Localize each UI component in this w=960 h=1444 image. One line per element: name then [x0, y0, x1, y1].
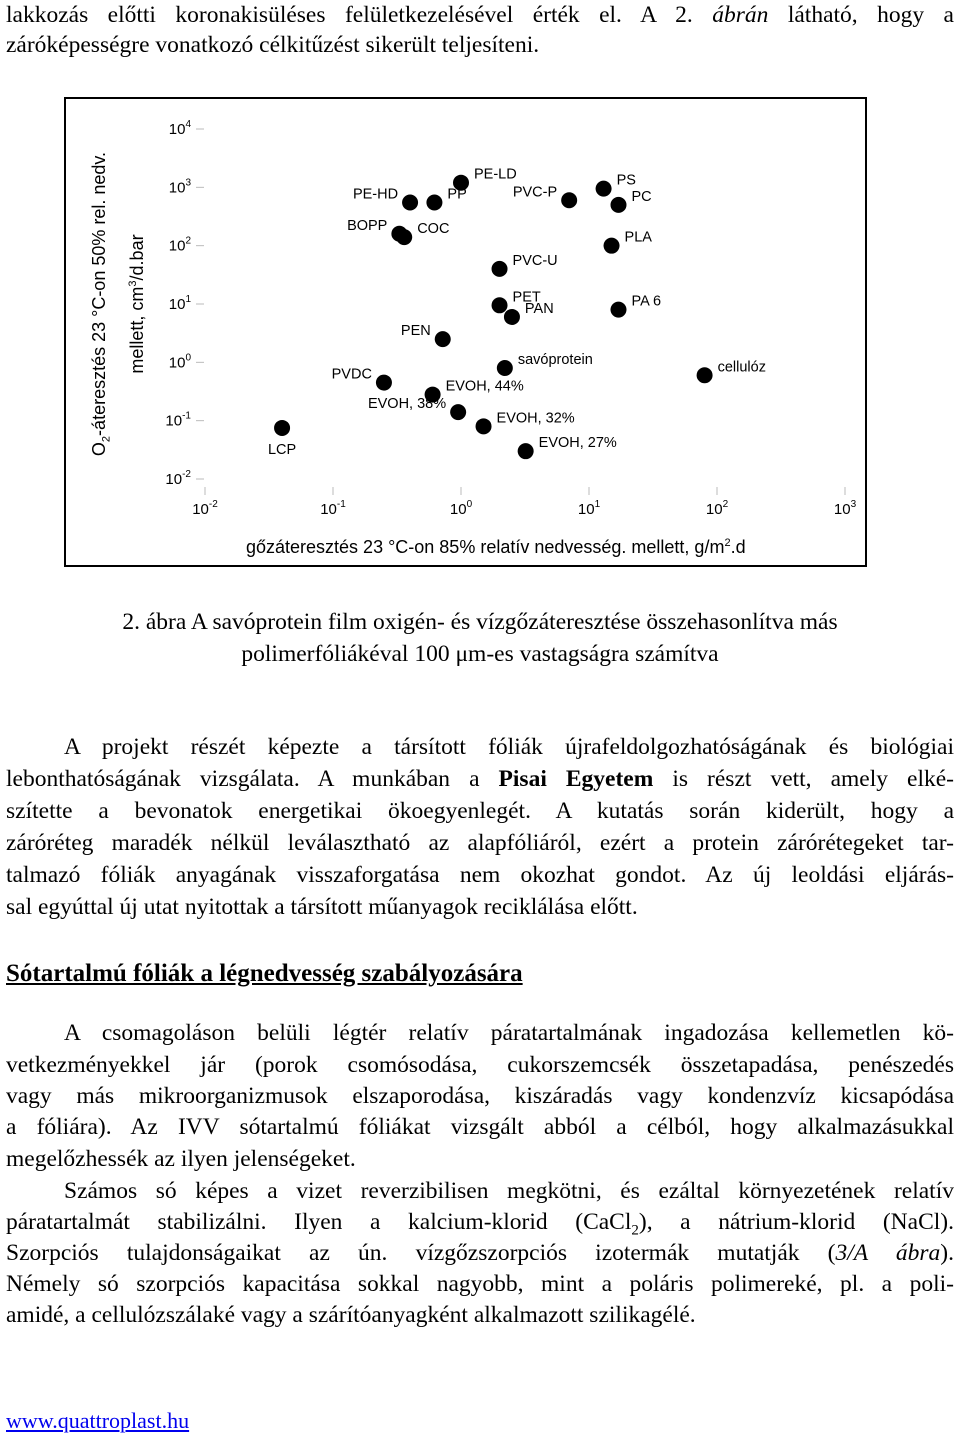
- paragraph-3-line-5: amidé, a cellulózszálaké vagy a szárítóanyagként alkalmazott szilikagélé.: [6, 1302, 696, 1328]
- axis-label-part: 3: [126, 280, 139, 287]
- data-point: [596, 181, 612, 197]
- y-axis-label-rotated: [86, 139, 150, 469]
- data-point: [697, 367, 713, 383]
- paragraph-3-line-1: Számos só képes a vizet reverzibilisen megkötni, és ezáltal környezetének relatív: [64, 1178, 954, 1204]
- data-point-label: PEN: [400, 323, 431, 340]
- data-point-label: LCP: [267, 441, 297, 458]
- data-point: [610, 302, 626, 318]
- intro-line-2: záróképességre vonatkozó célkitűzést sikerült teljesíteni.: [6, 32, 540, 58]
- data-point-label: savóprotein: [517, 351, 593, 368]
- x-axis-label: [246, 537, 746, 558]
- y-tick-label: $10^1$: [168, 294, 191, 313]
- data-point: [492, 297, 508, 313]
- university-name: Pisai Egyetem: [498, 766, 654, 792]
- x-tick-label: $10^3$: [833, 499, 857, 518]
- data-point: [492, 261, 508, 277]
- data-point: [504, 309, 520, 325]
- y-axis-label-line-1: [86, 139, 120, 469]
- data-point-label: PAN: [524, 300, 554, 317]
- paragraph-3-line-3: [6, 1238, 954, 1268]
- x-tick-label: $10^{-2}$: [192, 499, 218, 518]
- y-tick-label: $10^3$: [168, 177, 191, 197]
- text: ).: [940, 1240, 954, 1266]
- x-tick-label: $10^2$: [705, 499, 729, 518]
- intro-line-1: [6, 0, 954, 30]
- paragraph-2-line-2: vetkezményekkel jár (porok csomósodása, cukorszemcsék összetapadása, penészedés: [6, 1052, 954, 1078]
- data-point: [604, 238, 620, 254]
- data-point-label: PC: [631, 188, 652, 205]
- axis-label-part: mellett, cm: [126, 286, 147, 374]
- axis-label-part: /d.bar: [126, 234, 147, 281]
- chart-frame: [64, 97, 867, 567]
- data-point-label: PVC-P: [512, 184, 558, 201]
- paragraph-1-line-4: záróréteg maradék nélkül leválasztható az alapfóliáról, ezért a protein zárórétegeket tar-: [6, 830, 954, 856]
- axis-label-part: O: [89, 442, 109, 457]
- y-tick-label: $10^{-2}$: [165, 469, 191, 488]
- data-point-label: cellulóz: [717, 359, 766, 376]
- axis-label-part: gőzáteresztés 23 °C-on 85% relatív nedvesség. mellett, g/m: [246, 537, 725, 557]
- axis-label-part: 2: [724, 537, 731, 549]
- data-point: [610, 197, 626, 213]
- data-point: [396, 229, 412, 245]
- text: Szorpciós tulajdonságaikat az ún. vízgőzszorpciós izotermák mutatják (: [6, 1240, 836, 1266]
- text: is részt vett, amely elké-: [653, 766, 954, 792]
- permeability-scatter-chart: [66, 99, 865, 565]
- data-point-label: PVDC: [331, 366, 372, 383]
- paragraph-2-line-4: a fóliára). Az IVV sótartalmú fóliákat vizsgált abból a célból, hogy alkalmazásukkal: [6, 1114, 954, 1140]
- paragraph-1-line-5: talmazó fóliák anyagának visszaforgatása nem okozhat gondot. Az új leoldási eljárás-: [6, 862, 954, 888]
- y-axis-label-line-2: [120, 139, 150, 469]
- data-point-label: PLA: [624, 229, 652, 246]
- paragraph-1-line-2: [6, 764, 954, 794]
- paragraph-2-line-1: A csomagoláson belüli légtér relatív páratartalmának ingadozása kellemetlen kö-: [64, 1020, 954, 1046]
- data-point: [476, 418, 492, 434]
- figure-caption-line-1: 2. ábra A savóprotein film oxigén- és vízgőzáteresztése összehasonlítva más: [122, 609, 838, 635]
- section-heading: Sótartalmú fóliák a légnedvesség szabályozására: [6, 960, 523, 987]
- data-point: [274, 420, 290, 436]
- data-point: [497, 360, 513, 376]
- figure-reference: ábrán: [712, 2, 769, 28]
- data-point-label: PP: [447, 186, 467, 203]
- figure-caption-line-2: polimerfóliákéval 100 μm-es vastagságra számítva: [241, 641, 719, 667]
- intro-text: lakkozás előtti koronakisüléses felületkezelésével érték el. A 2.: [6, 2, 713, 28]
- data-point: [450, 404, 466, 420]
- data-point: [561, 192, 577, 208]
- footer-website-link[interactable]: www.quattroplast.hu: [6, 1408, 190, 1433]
- data-point: [376, 375, 392, 391]
- x-tick-label: $10^1$: [577, 499, 601, 518]
- subscript: 2: [631, 1222, 639, 1239]
- data-point-label: PE-LD: [474, 166, 517, 183]
- data-point: [426, 194, 442, 210]
- data-point: [518, 443, 534, 459]
- data-point-label: EVOH, 27%: [538, 435, 617, 452]
- y-tick-label: $10^2$: [168, 235, 191, 255]
- data-point-label: EVOH, 44%: [445, 378, 524, 395]
- x-tick-label: $10^{-1}$: [320, 499, 346, 518]
- axis-label-part: .d: [730, 537, 746, 557]
- paragraph-2-line-3: vagy más mikroorganizmusok elszaporodása, kiszáradás vagy kondenzvíz kicsapódása: [6, 1083, 954, 1109]
- paragraph-1-line-3: szítette a bevonatok energetikai ökoegyenlegét. A kutatás során kiderült, hogy a: [6, 798, 954, 824]
- text: lebonthatóságának vizsgálata. A munkában a: [6, 766, 499, 792]
- intro-text: látható, hogy a: [768, 2, 954, 28]
- paragraph-2-line-5: megelőzhessék az ilyen jelenségeket.: [6, 1146, 356, 1172]
- data-point-label: COC: [417, 221, 450, 238]
- paragraph-1-line-1: A projekt részét képezte a társított fóliák újrafeldolgozhatóságának és biológiai: [64, 734, 954, 760]
- y-tick-label: $10^4$: [168, 119, 191, 138]
- data-point-label: PE-HD: [352, 186, 399, 203]
- axis-label-part: 2: [100, 435, 113, 443]
- data-point-label: BOPP: [347, 217, 388, 234]
- y-tick-label: $10^{-1}$: [165, 410, 191, 430]
- y-tick-label: $10^0$: [168, 352, 191, 372]
- data-point-label: PVC-U: [512, 252, 558, 269]
- data-point: [402, 194, 418, 210]
- data-point-label: PA 6: [631, 293, 662, 310]
- x-tick-label: $10^0$: [449, 499, 473, 518]
- text: páratartalmát stabilizálni. Ilyen a kalcium-klorid (CaCl: [6, 1209, 632, 1235]
- data-point: [435, 331, 451, 347]
- paragraph-3-line-4: Némely só szorpciós kapacitása sokkal nagyobb, mint a poláris polimereké, pl. a poli-: [6, 1271, 954, 1297]
- text: ), a nátrium-klorid (NaCl).: [638, 1209, 954, 1235]
- paragraph-1-line-6: sal egyúttal új utat nyitottak a társított műanyagok reciklálása előtt.: [6, 894, 638, 920]
- axis-label-part: -áteresztés 23 °C-on 50% rel. nedv.: [89, 151, 109, 436]
- data-point-label: EVOH, 38%: [367, 396, 447, 413]
- data-point-label: PS: [616, 172, 636, 189]
- data-point-label: EVOH, 32%: [496, 410, 575, 427]
- data-point-label: PET: [512, 289, 541, 306]
- figure-reference: 3/A ábra: [835, 1240, 941, 1266]
